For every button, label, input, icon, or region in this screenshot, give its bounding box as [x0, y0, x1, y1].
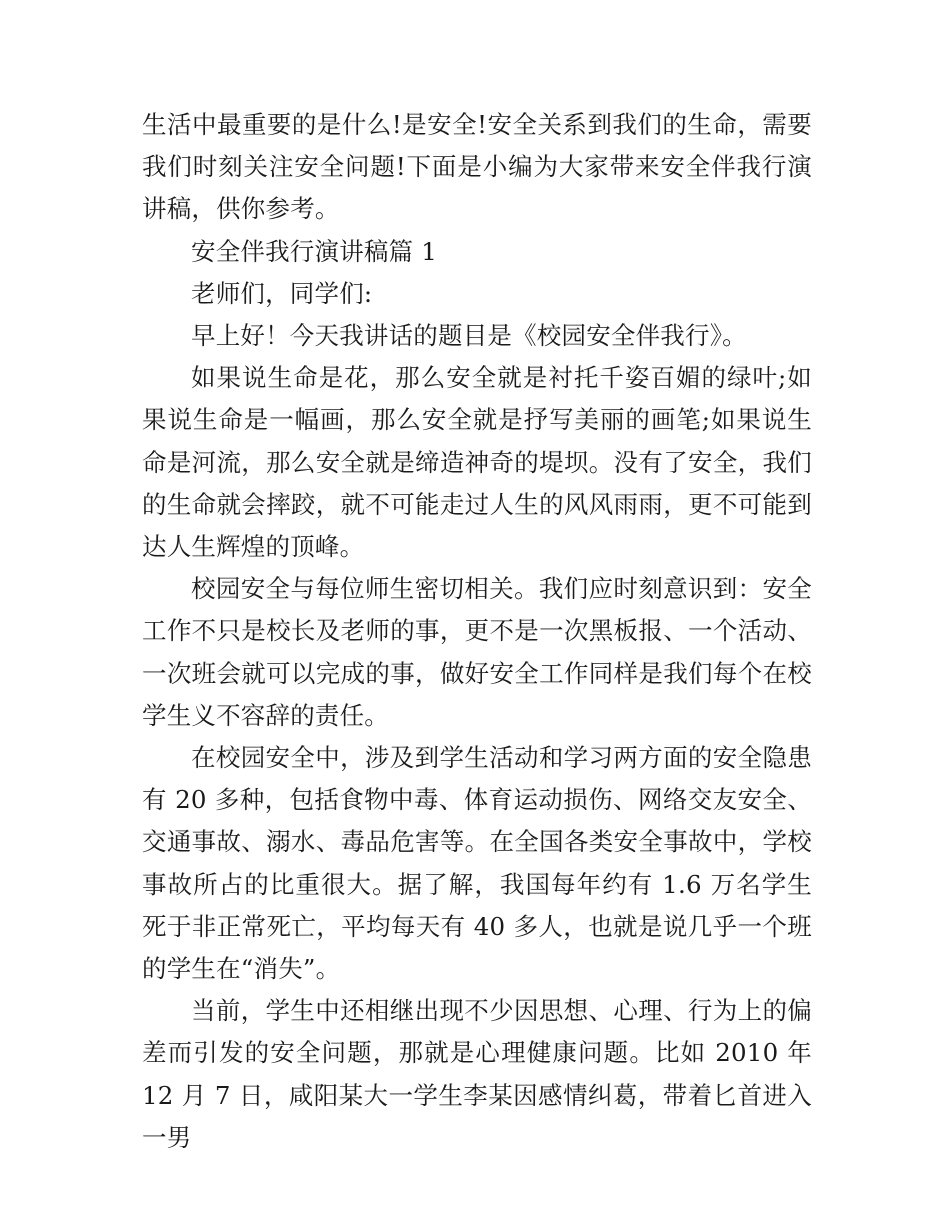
intro-paragraph: 生活中最重要的是什么!是安全!安全关系到我们的生命，需要我们时刻关注安全问题!下面是小编为大家带来安全伴我行演讲稿，供你参考。	[142, 110, 812, 224]
body-paragraph: 如果说生命是花，那么安全就是衬托千姿百媚的绿叶;如果说生命是一幅画，那么安全就是抒写美丽的画笔;如果说生命是河流，那么安全就是缔造神奇的堤坝。没有了安全，我们的生命就会摔跤，就不可能走过人生的风风雨雨，更不可能到达人生辉煌的顶峰。	[142, 363, 812, 562]
body-paragraph: 当前，学生中还相继出现不少因思想、心理、行为上的偏差而引发的安全问题，那就是心理健康问题。比如 2010 年 12 月 7 日，咸阳某大一学生李某因感情纠葛，带着匕首进入一男	[142, 996, 812, 1152]
speech-title: 安全伴我行演讲稿篇 1	[191, 236, 438, 266]
salutation: 老师们，同学们:	[191, 278, 373, 308]
document-body	[142, 104, 812, 1159]
greeting-paragraph: 早上好！今天我讲话的题目是《校园安全伴我行》。	[191, 321, 747, 351]
body-paragraph: 校园安全与每位师生密切相关。我们应时刻意识到：安全工作不只是校长及老师的事，更不是一次黑板报、一个活动、一次班会就可以完成的事，做好安全工作同样是我们每个在校学生义不容辞的责任。	[142, 574, 812, 730]
body-paragraph: 在校园安全中，涉及到学生活动和学习两方面的安全隐患有 20 多种，包括食物中毒、体育运动损伤、网络交友安全、交通事故、溺水、毒品危害等。在全国各类安全事故中，学校事故所占的比重很大。据了解，我国每年约有 1.6 万名学生死于非正常死亡，平均每天有 40 多人，也就是说几乎一个班的学生在“消失”。	[142, 743, 812, 984]
